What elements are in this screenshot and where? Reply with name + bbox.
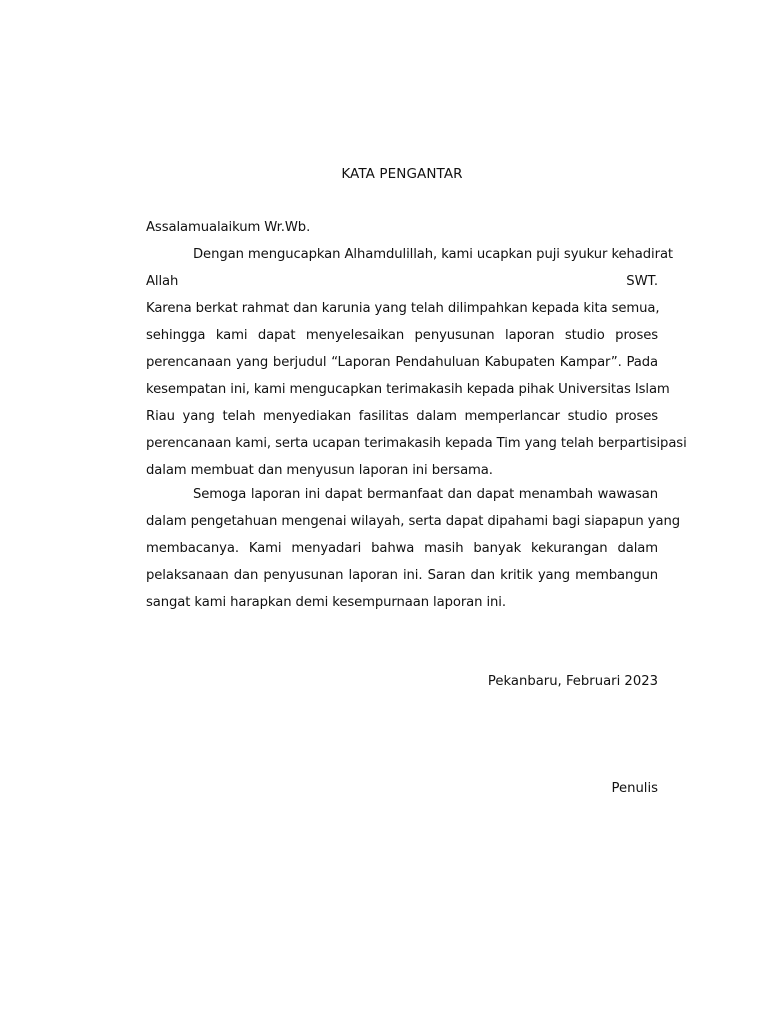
paragraph-1-line-9: dalam membuat dan menyusun laporan ini bersama. <box>146 463 493 478</box>
paragraph-1-line-2-right: SWT. <box>626 274 658 289</box>
signature: Penulis <box>611 781 658 796</box>
document-title: KATA PENGANTAR <box>341 166 463 182</box>
paragraph-1-line-5: perencanaan yang berjudul “Laporan Pendahuluan Kabupaten Kampar”. Pada <box>146 355 658 370</box>
paragraph-1-line-2-left: Allah <box>146 274 179 289</box>
paragraph-2 <box>146 481 680 616</box>
paragraph-2-line-5: sangat kami harapkan demi kesempurnaan laporan ini. <box>146 595 506 610</box>
paragraph-2-line-4: pelaksanaan dan penyusunan laporan ini. Saran dan kritik yang membangun <box>146 568 658 583</box>
paragraph-1-line-1: Dengan mengucapkan Alhamdulillah, kami ucapkan puji syukur kehadirat <box>193 247 673 262</box>
paragraph-2-line-2: dalam pengetahuan mengenai wilayah, serta dapat dipahami bagi siapapun yang <box>146 514 680 529</box>
salutation <box>146 214 658 241</box>
paragraph-1 <box>146 241 687 484</box>
paragraph-2-line-1: Semoga laporan ini dapat bermanfaat dan dapat menambah wawasan <box>193 487 658 502</box>
place-date: Pekanbaru, Februari 2023 <box>487 674 658 689</box>
paragraph-1-line-6: kesempatan ini, kami mengucapkan terimakasih kepada pihak Universitas Islam <box>146 382 670 397</box>
paragraph-1-line-2 <box>146 268 658 295</box>
paragraph-1-line-4: sehingga kami dapat menyelesaikan penyusunan laporan studio proses <box>146 328 658 343</box>
salutation-text: Assalamualaikum Wr.Wb. <box>146 220 311 235</box>
paragraph-1-line-3: Karena berkat rahmat dan karunia yang telah dilimpahkan kepada kita semua, <box>146 301 660 316</box>
paragraph-2-line-3: membacanya. Kami menyadari bahwa masih banyak kekurangan dalam <box>146 541 658 556</box>
paragraph-1-line-7: Riau yang telah menyediakan fasilitas dalam memperlancar studio proses <box>146 409 658 424</box>
paragraph-1-line-8: perencanaan kami, serta ucapan terimakasih kepada Tim yang telah berpartisipasi <box>146 436 687 451</box>
